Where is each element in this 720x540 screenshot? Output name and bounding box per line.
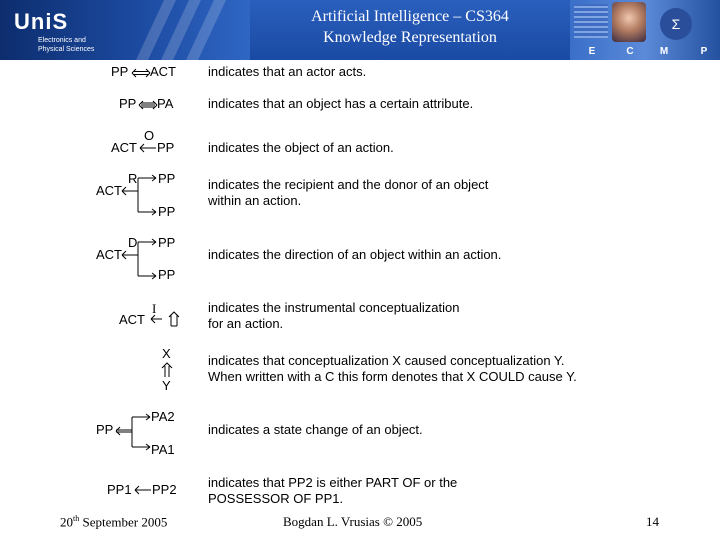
slide-title bbox=[250, 6, 570, 48]
bracket-arrow-icon bbox=[120, 234, 160, 284]
primitive-pp: PP bbox=[158, 204, 176, 219]
date-rest: September 2005 bbox=[79, 514, 168, 530]
sigma-globe-icon: Σ bbox=[660, 8, 692, 40]
ecmp-letter: M bbox=[659, 46, 669, 57]
left-arrow-icon bbox=[139, 143, 157, 153]
ecmp-letter: P bbox=[700, 46, 708, 57]
primitive-pa: PA bbox=[157, 96, 174, 111]
date-day: 20 bbox=[60, 514, 73, 530]
primitive-act: ACT bbox=[119, 312, 145, 327]
ecmp-letter: C bbox=[626, 46, 634, 57]
footer-author: Bogdan L. Vrusias © 2005 bbox=[283, 514, 423, 529]
description bbox=[208, 247, 501, 263]
label-x: X bbox=[162, 346, 171, 361]
causal-up-arrow-icon bbox=[161, 362, 173, 378]
primitive-pa1: PA1 bbox=[151, 442, 175, 457]
description bbox=[208, 140, 394, 156]
description-line: within an action. bbox=[208, 193, 302, 208]
description bbox=[208, 300, 459, 332]
header-banner bbox=[0, 0, 720, 60]
faculty-line: Electronics and bbox=[38, 37, 86, 44]
description-line: indicates that PP2 is either PART OF or the bbox=[208, 475, 458, 490]
primitive-pp2: PP2 bbox=[152, 482, 177, 497]
state-change-arrow-icon bbox=[114, 408, 154, 454]
primitive-act: ACT bbox=[111, 140, 137, 155]
double-arrow-icon bbox=[131, 67, 151, 79]
description-line: indicates that an object has a certain attribute. bbox=[208, 96, 474, 111]
description-line: indicates that an actor acts. bbox=[208, 64, 367, 79]
double-arrow-icon bbox=[138, 99, 158, 111]
description bbox=[208, 422, 423, 438]
label-i: I bbox=[152, 301, 157, 316]
primitive-pp: PP bbox=[111, 64, 129, 79]
label-d: D bbox=[128, 235, 138, 250]
primitive-pp1: PP1 bbox=[107, 482, 132, 497]
primitive-pp: PP bbox=[119, 96, 137, 111]
primitive-act: ACT bbox=[150, 64, 176, 79]
student-photo bbox=[612, 2, 646, 42]
label-r: R bbox=[128, 171, 138, 186]
description-line: indicates that conceptualization X caused conceptualization Y. bbox=[208, 353, 565, 368]
primitive-pp: PP bbox=[96, 422, 114, 437]
primitive-pp: PP bbox=[158, 235, 176, 250]
description bbox=[208, 96, 473, 112]
description-line: indicates the object of an action. bbox=[208, 140, 394, 155]
description-line: indicates a state change of an object. bbox=[208, 422, 423, 437]
topic-title: Knowledge Representation bbox=[323, 29, 497, 46]
university-logo: UniS bbox=[14, 9, 69, 34]
description-line: indicates the direction of an object within an action. bbox=[208, 247, 502, 262]
course-title: Artificial Intelligence – CS364 bbox=[311, 8, 509, 25]
description bbox=[208, 64, 366, 80]
faculty-line: Physical Sciences bbox=[38, 46, 95, 53]
description-line: for an action. bbox=[208, 316, 284, 331]
page-number: 14 bbox=[646, 514, 659, 529]
date-suffix: th bbox=[73, 514, 80, 523]
primitive-pa2: PA2 bbox=[151, 409, 175, 424]
primitive-act: ACT bbox=[96, 183, 122, 198]
description-line: POSSESSOR OF PP1. bbox=[208, 491, 344, 506]
primitive-pp: PP bbox=[158, 171, 176, 186]
bracket-arrow-icon bbox=[120, 170, 160, 220]
left-arrow-icon bbox=[134, 485, 152, 495]
description bbox=[208, 475, 457, 507]
instrument-arrow-icon bbox=[150, 310, 180, 330]
label-y: Y bbox=[162, 378, 171, 393]
ecmp-letter: E bbox=[588, 46, 596, 57]
primitive-act: ACT bbox=[96, 247, 122, 262]
description-line: When written with a C this form denotes that X COULD cause Y. bbox=[208, 369, 577, 384]
description bbox=[208, 177, 488, 209]
primitive-pp: PP bbox=[158, 267, 176, 282]
primitive-pp: PP bbox=[157, 140, 175, 155]
description-line: indicates the instrumental conceptualization bbox=[208, 300, 460, 315]
monitor-graphic bbox=[574, 4, 608, 38]
footer-date bbox=[60, 514, 167, 530]
label-o: O bbox=[144, 128, 155, 143]
faculty-name bbox=[38, 36, 94, 54]
description bbox=[208, 353, 577, 385]
description-line: indicates the recipient and the donor of an object bbox=[208, 177, 489, 192]
